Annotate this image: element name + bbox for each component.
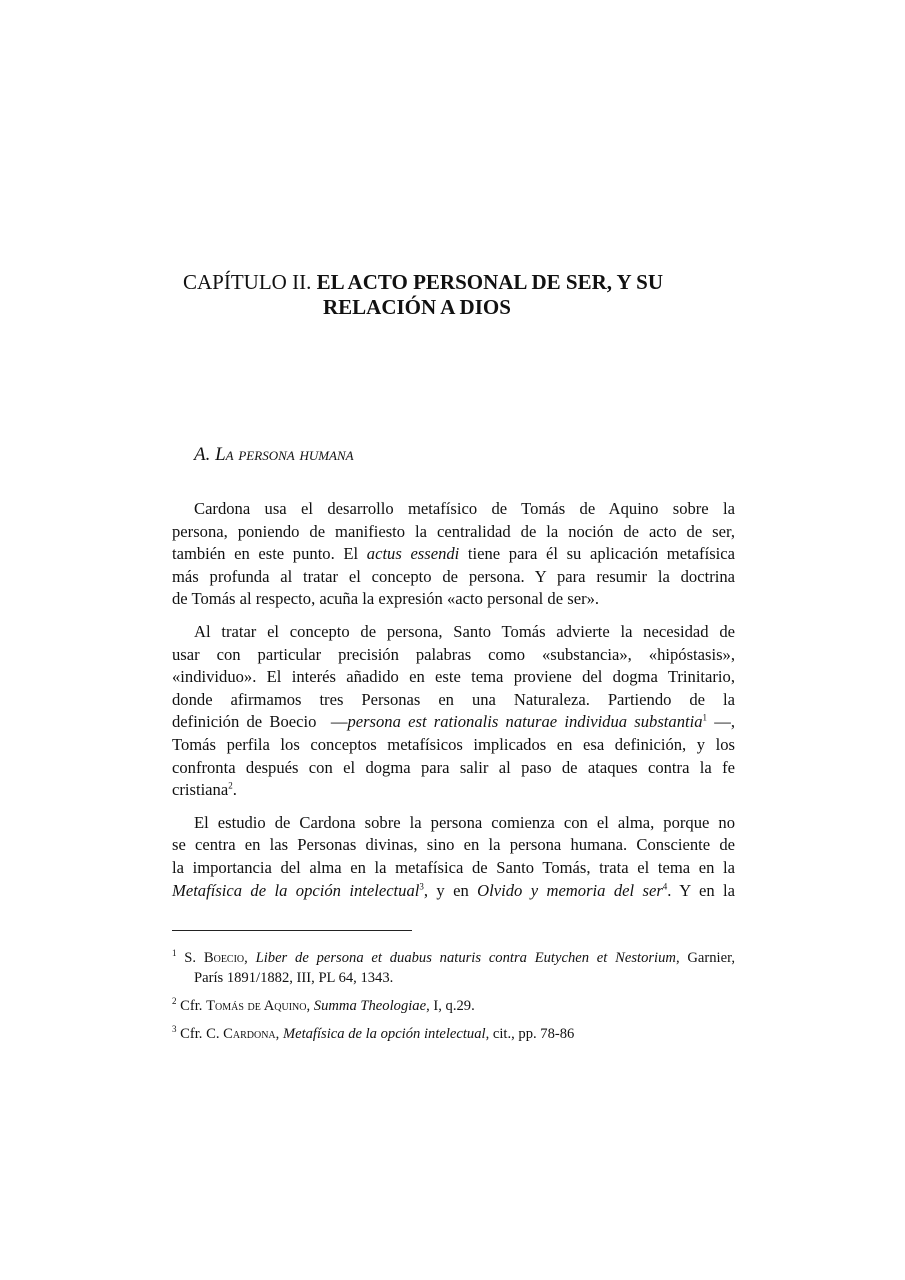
- text-run: Metafísica de la opción intelectual: [282, 1026, 486, 1042]
- text-run: «individuo». El interés añadido en este tema proviene del dogma Trinitario,: [172, 667, 735, 687]
- text-run: ,: [244, 950, 256, 966]
- text-run: . Y en la: [667, 880, 735, 900]
- text-line: [172, 566, 735, 589]
- text-line: [172, 666, 735, 689]
- text-run: cristiana: [172, 780, 229, 800]
- footnote: [172, 996, 735, 1016]
- text-run: Metafísica de la opción intelectual: [172, 880, 420, 900]
- footnote-ref[interactable]: 4: [662, 880, 668, 891]
- text-run: Olvido y memoria del ser: [477, 880, 663, 900]
- footnote-line: [172, 1024, 735, 1044]
- text-run: , I, q.29.: [426, 998, 475, 1014]
- text-run: El estudio de Cardona sobre la persona comienza con el alma, porque no: [194, 812, 735, 832]
- text-line: [172, 757, 735, 780]
- text-line: [172, 834, 735, 857]
- text-run: también en este punto. El: [172, 544, 367, 564]
- text-run: —,: [707, 712, 735, 732]
- text-run: persona est rationalis naturae individua substantia: [347, 712, 703, 732]
- text-run: confronta después con el dogma para salir al paso de ataques contra la fe: [172, 757, 735, 777]
- text-line: [172, 521, 735, 544]
- text-line: [172, 543, 735, 566]
- text-run: Liber de persona et duabus naturis contra Eutychen et Nestorium: [255, 950, 676, 966]
- text-line: [172, 734, 735, 757]
- text-line: [172, 621, 735, 644]
- text-run: Summa Theologiae: [313, 998, 427, 1014]
- footnote: [172, 948, 735, 988]
- text-run: usar con particular precisión palabras como «substancia», «hipóstasis»,: [172, 644, 735, 664]
- text-run: Cfr. C.: [176, 1026, 224, 1042]
- text-run: tiene para él su aplicación metafísica: [459, 544, 735, 564]
- text-run: Cardona usa el desarrollo metafísico de Tomás de Aquino sobre la: [194, 499, 735, 518]
- text-run: Tomás perfila los conceptos metafísicos implicados en esa definición, y los: [172, 734, 735, 754]
- text-run: ,: [275, 1026, 283, 1042]
- footnote-line: [172, 968, 735, 988]
- footnote: [172, 1024, 735, 1044]
- text-run: Tomás de Aquino: [206, 998, 307, 1014]
- text-run: .: [232, 780, 237, 800]
- chapter-title-line-1: [183, 270, 663, 295]
- section-letter: A.: [194, 444, 216, 465]
- text-line: [172, 588, 735, 611]
- section-title: La persona humana: [215, 444, 354, 465]
- text-line: [172, 498, 735, 521]
- footnote-line: [172, 996, 735, 1016]
- footnotes: [172, 948, 735, 1052]
- footnote-ref[interactable]: 2: [172, 996, 177, 1007]
- text-line: [172, 689, 735, 712]
- body-text: [172, 498, 735, 912]
- text-run: Al tratar el concepto de persona, Santo Tomás advierte la necesidad de: [194, 621, 735, 641]
- text-run: se centra en las Personas divinas, sino en la persona humana. Consciente de: [172, 835, 735, 855]
- footnote-ref[interactable]: 2: [228, 780, 233, 791]
- text-run: donde afirmamos tres Personas en una Naturaleza. Partiendo de la: [172, 689, 735, 709]
- text-run: , cit., pp. 78-86: [485, 1026, 575, 1042]
- text-run: , y en: [423, 880, 478, 900]
- text-run: persona, poniendo de manifiesto la centralidad de la noción de acto de ser,: [172, 521, 735, 541]
- text-run: definición de Boecio —: [172, 712, 348, 732]
- footnote-ref[interactable]: 1: [172, 948, 177, 959]
- section-heading: [194, 444, 354, 466]
- chapter-prefix: CAPÍTULO II.: [183, 270, 317, 294]
- footnote-ref[interactable]: 3: [172, 1024, 177, 1035]
- paragraph: [172, 621, 735, 802]
- text-line: [172, 779, 735, 802]
- chapter-title-line-2: [183, 295, 663, 320]
- text-run: de Tomás al respecto, acuña la expresión «acto personal de ser».: [172, 589, 600, 609]
- text-run: , Garnier,: [675, 950, 736, 966]
- text-run: Cfr.: [176, 998, 207, 1014]
- text-line: [172, 711, 735, 734]
- text-line: [172, 644, 735, 667]
- text-run: actus essendi: [366, 544, 460, 564]
- footnote-divider: [172, 930, 412, 931]
- text-run: París 1891/1882, III, PL 64, 1343.: [194, 970, 394, 986]
- footnote-ref[interactable]: 1: [702, 712, 708, 723]
- text-run: S.: [176, 950, 204, 966]
- text-run: Boecio: [203, 950, 245, 966]
- text-run: ,: [306, 998, 314, 1014]
- chapter-title-main: EL ACTO PERSONAL DE SER, Y SU: [316, 270, 663, 294]
- text-line: [172, 880, 735, 903]
- paragraph: [172, 812, 735, 902]
- chapter-title: [183, 270, 663, 320]
- paragraph: [172, 498, 735, 611]
- chapter-title-continued: RELACIÓN A DIOS: [323, 295, 511, 319]
- footnote-line: [172, 948, 735, 968]
- text-run: la importancia del alma en la metafísica de Santo Tomás, trata el tema en la: [172, 857, 735, 877]
- text-run: Cardona: [223, 1026, 276, 1042]
- text-line: [172, 857, 735, 880]
- footnote-ref[interactable]: 3: [419, 880, 424, 891]
- text-run: más profunda al tratar el concepto de persona. Y para resumir la doctrina: [172, 566, 735, 586]
- text-line: [172, 812, 735, 835]
